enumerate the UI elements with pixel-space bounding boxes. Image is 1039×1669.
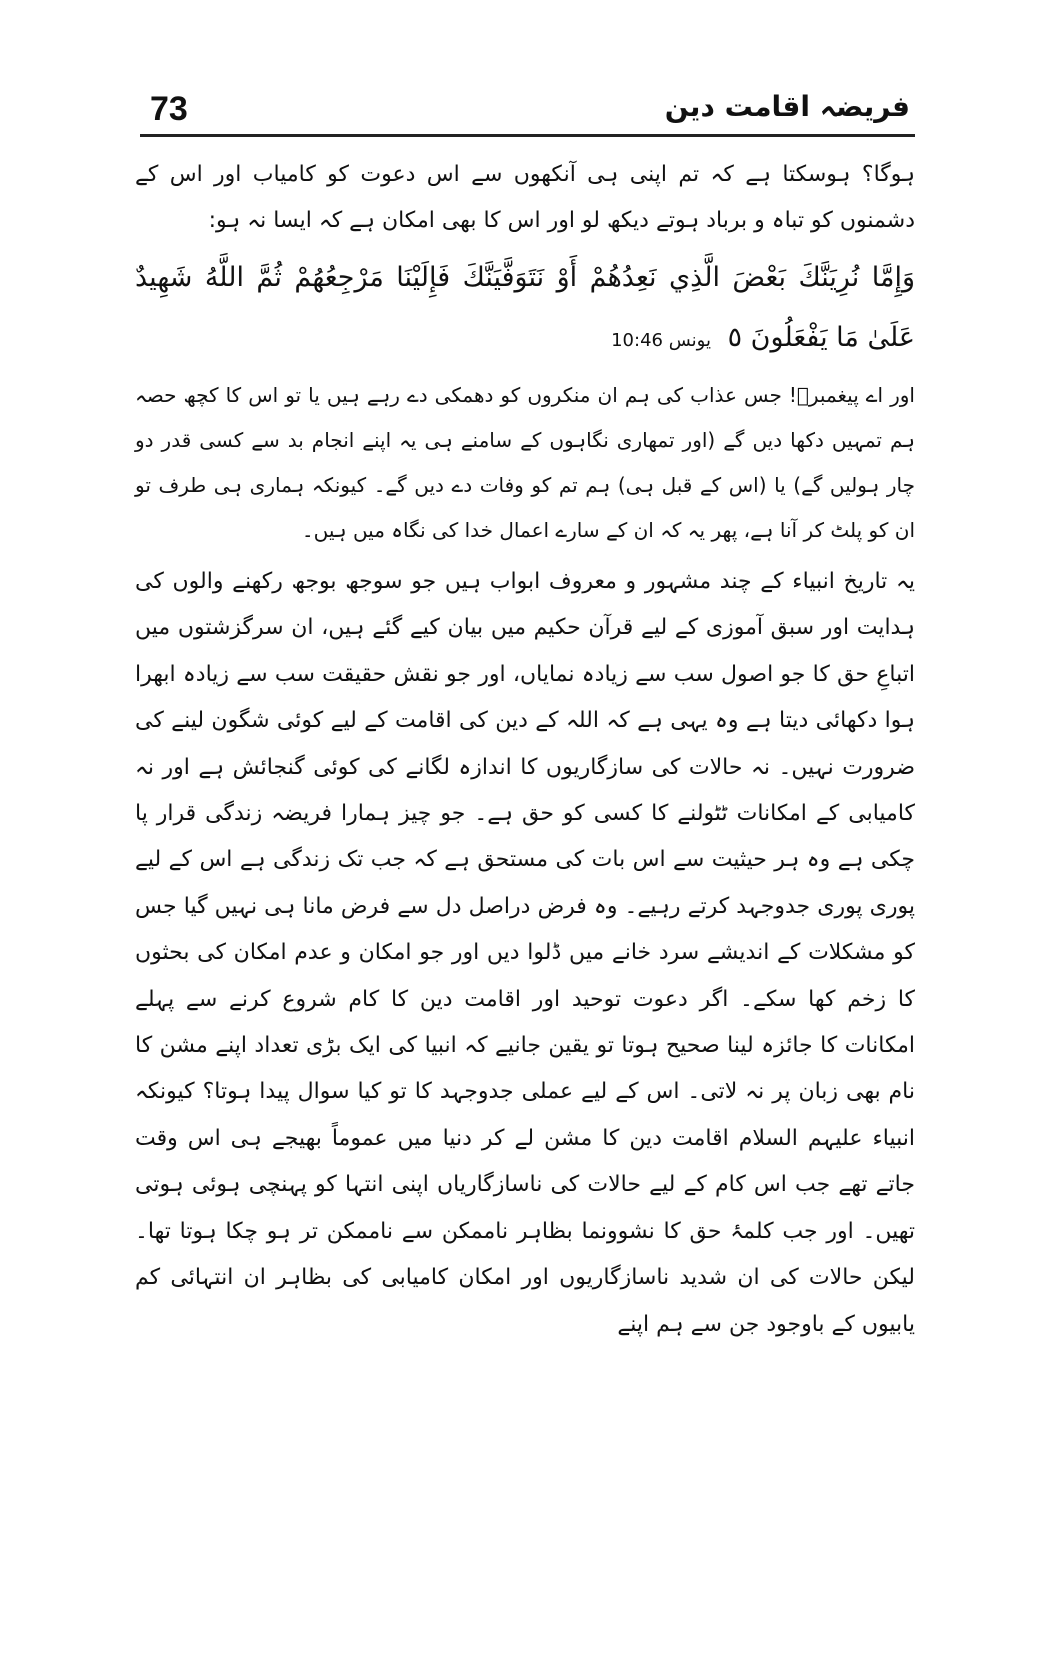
verse-reference: یونس 10:46 (611, 330, 711, 351)
page-number: 73 (150, 90, 188, 128)
running-title: فریضہ اقامت دین (664, 90, 910, 123)
main-paragraph: یہ تاریخ انبیاء کے چند مشہور و معروف ابواب ہیں جو سوجھ بوجھ رکھنے والوں کی ہدایت اور سبق آموزی کے لیے قرآن حکیم میں بیان کیے گئے ہیں، ان سرگزشتوں میں اتباعِ حق کا جو اصول سب سے زیادہ نمایاں، اور جو نقش حقیقت سب سے زیادہ ابھرا ہوا دکھائی دیتا ہے وہ یہی ہے کہ اللہ کے دین کی اقامت کے لیے کوئی شگون لینے کی ضرورت نہیں۔ نہ حالات کی سازگاریوں کا اندازہ لگانے کی کوئی گنجائش ہے اور نہ کامیابی کے امکانات ٹٹولنے کا کسی کو حق ہے۔ جو چیز ہمارا فریضہ زندگی قرار پا چکی ہے وہ ہر حیثیت سے اس بات کی مستحق ہے کہ جب تک زندگی ہے اس کے لیے پوری پوری جدوجہد کرتے رہیے۔ وہ فرض دراصل دل سے فرض مانا ہی نہیں گیا جس کو مشکلات کے اندیشے سرد خانے میں ڈلوا دیں اور جو امکان و عدم امکان کی بحثوں کا زخم کھا سکے۔ اگر دعوت توحید اور اقامت دین کا کام شروع کرنے سے پہلے امکانات کا جائزہ لینا صحیح ہوتا تو یقین جانیے کہ انبیا کی ایک بڑی تعداد اپنے مشن کا نام بھی زبان پر نہ لاتی۔ اس کے لیے عملی جدوجہد کا تو کیا سوال پیدا ہوتا؟ کیونکہ انبیاء علیہم السلام اقامت دین کا مشن لے کر دنیا میں عموماً بھیجے ہی اس وقت جاتے تھے جب اس کام کے لیے حالات کی ناسازگاریاں اپنی انتہا کو پہنچی ہوئی ہوتی تھیں۔ اور جب کلمۂ حق کا نشوونما بظاہر ناممکن سے ناممکن تر ہو چکا ہوتا تھا۔ لیکن حالات کی ان شدید ناسازگاریوں اور امکان کامیابی کی بظاہر ان انتہائی کم یابیوں کے باوجود جن سے ہم اپنے (135, 569, 915, 1337)
quran-verse-text: وَإِمَّا نُرِيَنَّكَ بَعْضَ الَّذِي نَعِدُهُمْ أَوْ نَتَوَفَّيَنَّكَ فَإِلَيْنَا مَرْجِعُهُمْ ثُمَّ اللَّهُ شَهِيدٌ عَلَىٰ مَا يَفْعَلُونَ ٥ (135, 262, 915, 353)
header-divider (140, 134, 915, 137)
verse-translation: اور اے پیغمبرؐ! جس عذاب کی ہم ان منکروں کو دھمکی دے رہے ہیں یا تو اس کا کچھ حصہ ہم تمہیں دکھا دیں گے (اور تمھاری نگاہوں کے سامنے ہی یہ اپنے انجام بد سے کسی قدر دو چار ہولیں گے) یا (اس کے قبل ہی) ہم تم کو وفات دے دیں گے۔ کیونکہ ہماری ہی طرف تو ان کو پلٹ کر آنا ہے، پھر یہ کہ ان کے سارے اعمال خدا کی نگاہ میں ہیں۔ (135, 383, 915, 542)
quran-verse (135, 248, 915, 371)
intro-paragraph: ہوگا؟ ہوسکتا ہے کہ تم اپنی ہی آنکھوں سے اس دعوت کو کامیاب اور اس کے دشمنوں کو تباہ و برباد ہوتے دیکھ لو اور اس کا بھی امکان ہے کہ ایسا نہ ہو: (135, 162, 915, 233)
page-body (135, 152, 915, 1348)
page-header (140, 82, 910, 142)
